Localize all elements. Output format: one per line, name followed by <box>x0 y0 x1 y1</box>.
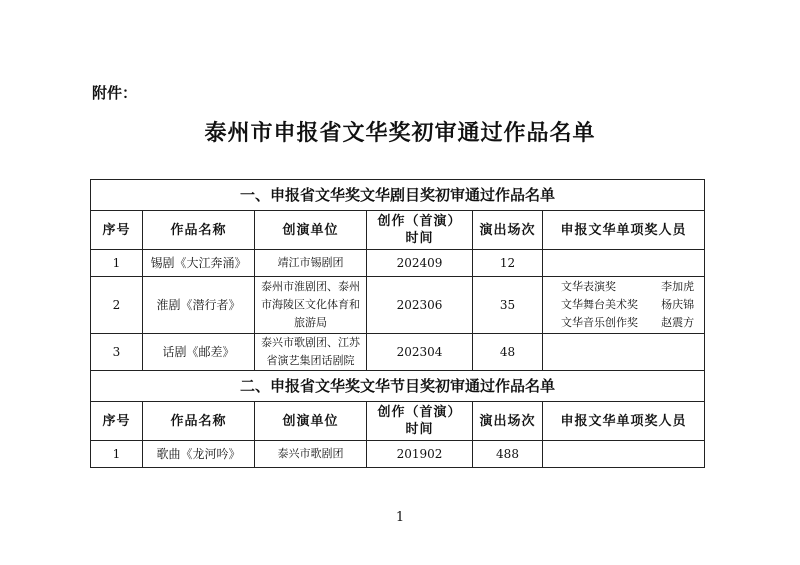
row-time: 202306 <box>367 277 473 334</box>
row-no: 1 <box>91 441 143 468</box>
award-name: 文华表演奖 <box>561 280 616 293</box>
header-unit: 创演单位 <box>255 211 367 250</box>
document-title: 泰州市申报省文华奖初审通过作品名单 <box>204 121 596 146</box>
header-row <box>91 211 705 250</box>
row-shows: 48 <box>473 334 543 371</box>
row-name: 锡剧《大江奔涌》 <box>143 250 255 277</box>
section-1-title-row <box>91 180 705 211</box>
row-awards <box>543 277 705 334</box>
header-time-line1: 创作（首演） <box>377 214 462 229</box>
section-2-title: 二、申报省文华奖文华节目奖初审通过作品名单 <box>91 371 705 402</box>
row-awards <box>543 250 705 277</box>
section-1-title: 一、申报省文华奖文华剧目奖初审通过作品名单 <box>91 180 705 211</box>
attachment-label: 附件： <box>92 84 138 102</box>
award-person: 杨庆锦 <box>661 298 695 311</box>
award-entry <box>543 314 704 332</box>
header-time-line1: 创作（首演） <box>377 405 462 420</box>
award-person: 李加虎 <box>661 280 695 293</box>
header-name: 作品名称 <box>143 402 255 441</box>
row-unit-line: 省演艺集团话剧院 <box>266 354 355 367</box>
row-unit-line: 靖江市锡剧团 <box>277 256 344 269</box>
table-row <box>91 277 705 334</box>
table-row <box>91 334 705 371</box>
row-shows: 488 <box>473 441 543 468</box>
row-unit-line: 旅游局 <box>294 316 327 329</box>
row-name: 歌曲《龙河吟》 <box>143 441 255 468</box>
row-unit <box>255 441 367 468</box>
page-number: 1 <box>395 510 405 525</box>
row-name: 淮剧《潜行者》 <box>143 277 255 334</box>
row-unit <box>255 334 367 371</box>
row-time: 202409 <box>367 250 473 277</box>
section-2-title-row <box>91 371 705 402</box>
header-unit: 创演单位 <box>255 402 367 441</box>
row-no: 3 <box>91 334 143 371</box>
row-unit <box>255 250 367 277</box>
row-time: 201902 <box>367 441 473 468</box>
header-row <box>91 402 705 441</box>
header-shows: 演出场次 <box>473 211 543 250</box>
row-awards <box>543 334 705 371</box>
row-unit-line: 泰兴市歌剧团、江苏 <box>261 336 360 349</box>
row-shows: 12 <box>473 250 543 277</box>
header-name: 作品名称 <box>143 211 255 250</box>
award-name: 文华舞台美术奖 <box>561 298 638 311</box>
award-person: 赵震方 <box>661 316 695 329</box>
header-time <box>367 402 473 441</box>
row-unit-line: 泰州市淮剧团、泰州 <box>261 280 360 293</box>
header-time-line2: 时间 <box>405 422 434 437</box>
row-awards <box>543 441 705 468</box>
table-row <box>91 250 705 277</box>
header-time <box>367 211 473 250</box>
table-row <box>91 441 705 468</box>
header-no: 序号 <box>91 211 143 250</box>
row-shows: 35 <box>473 277 543 334</box>
award-entry <box>543 278 704 296</box>
row-name: 话剧《邮差》 <box>143 334 255 371</box>
shortlist-table <box>90 179 705 468</box>
row-time: 202304 <box>367 334 473 371</box>
header-time-line2: 时间 <box>405 231 434 246</box>
row-no: 1 <box>91 250 143 277</box>
award-entry <box>543 296 704 314</box>
row-unit <box>255 277 367 334</box>
header-awards: 申报文华单项奖人员 <box>543 211 705 250</box>
award-name: 文华音乐创作奖 <box>561 316 638 329</box>
row-unit-line: 泰兴市歌剧团 <box>277 447 344 460</box>
header-shows: 演出场次 <box>473 402 543 441</box>
row-unit-line: 市海陵区文化体育和 <box>261 298 360 311</box>
header-awards: 申报文华单项奖人员 <box>543 402 705 441</box>
row-no: 2 <box>91 277 143 334</box>
header-no: 序号 <box>91 402 143 441</box>
